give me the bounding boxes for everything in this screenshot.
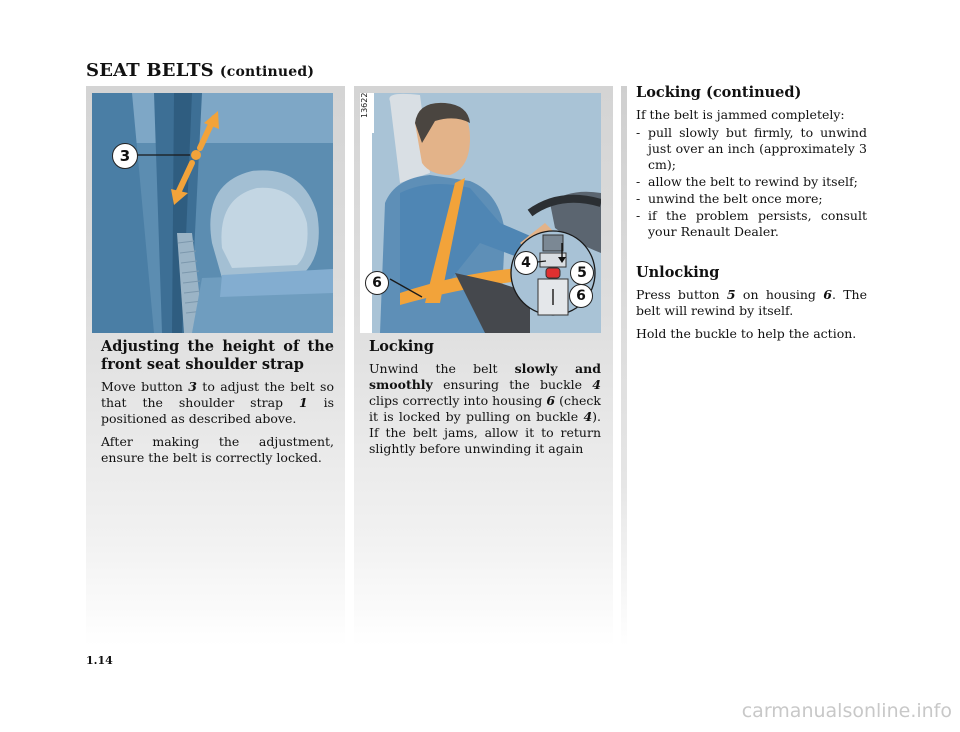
- list-item: - if the problem persists, consult your Renault Dealer.: [636, 208, 867, 240]
- heading-unlocking: Unlocking: [636, 264, 720, 281]
- ref-3: 3: [188, 379, 197, 394]
- jammed-steps-list: [636, 125, 867, 240]
- page-title-text: SEAT BELTS: [86, 60, 214, 81]
- text: clips correctly into housing: [369, 393, 547, 408]
- list-item: - unwind the belt once more;: [636, 191, 867, 207]
- text: Move button: [101, 379, 189, 394]
- paragraph-locking: [369, 361, 601, 457]
- callout-5: 5: [570, 261, 594, 285]
- text: Unwind the belt: [369, 361, 515, 376]
- page-title-continued: (continued): [219, 64, 315, 80]
- text: (check it is locked by pulling on buckle: [369, 393, 601, 424]
- paragraph-hold-buckle: Hold the buckle to help the action.: [636, 326, 857, 341]
- ref-4: 4: [592, 377, 601, 392]
- ref-1: 1: [298, 395, 308, 410]
- paragraph-adjust: [101, 379, 334, 427]
- ref-5: 5: [726, 287, 736, 302]
- text: to adjust the belt so that the shoulder strap: [101, 379, 334, 410]
- text: ). If the belt jams, allow it to return slightly before unwinding it again: [369, 409, 601, 456]
- text: is positioned as described above.: [101, 395, 334, 426]
- ref-4: 4: [583, 409, 593, 424]
- list-item: - pull slowly but firmly, to unwind just over an inch (approximately 3 cm);: [636, 125, 867, 173]
- text: Press button: [636, 287, 727, 302]
- belt-locking-photo: [360, 93, 601, 333]
- paragraph-jammed: If the belt is jammed completely:: [636, 107, 845, 122]
- ref-6: 6: [823, 287, 832, 302]
- column-1-text: [101, 338, 334, 473]
- text: ensuring the buckle: [432, 377, 593, 392]
- callout-6-left: 6: [365, 271, 389, 295]
- paragraph-unlocking: [636, 287, 867, 319]
- list-item: - allow the belt to rewind by itself;: [636, 174, 867, 190]
- heading-locking-continued: Locking (continued): [636, 84, 802, 101]
- callout-3: 3: [112, 143, 138, 169]
- ref-6: 6: [546, 393, 556, 408]
- paragraph-ensure-locked: After making the adjustment, ensure the belt is correctly locked.: [101, 434, 334, 465]
- text: on housing: [735, 287, 824, 302]
- callout-6-right: 6: [569, 284, 593, 308]
- watermark: carmanualsonline.info: [741, 700, 952, 722]
- heading-adjusting-height: Adjusting the height of the front seat shoulder strap: [101, 338, 334, 373]
- emphasis: slowly and smoothly: [369, 361, 601, 392]
- heading-locking: Locking: [369, 338, 434, 355]
- belt-height-adjuster-photo: [92, 93, 333, 333]
- callout-4: 4: [514, 251, 538, 275]
- page-title: [86, 60, 314, 81]
- column-2-text: [369, 338, 601, 464]
- photo-code: 13622: [360, 92, 369, 118]
- column-3-rule: [621, 86, 627, 646]
- column-3-text: [636, 84, 867, 349]
- text: . The belt will rewind by itself.: [636, 287, 868, 318]
- page-number: 1.14: [86, 654, 113, 667]
